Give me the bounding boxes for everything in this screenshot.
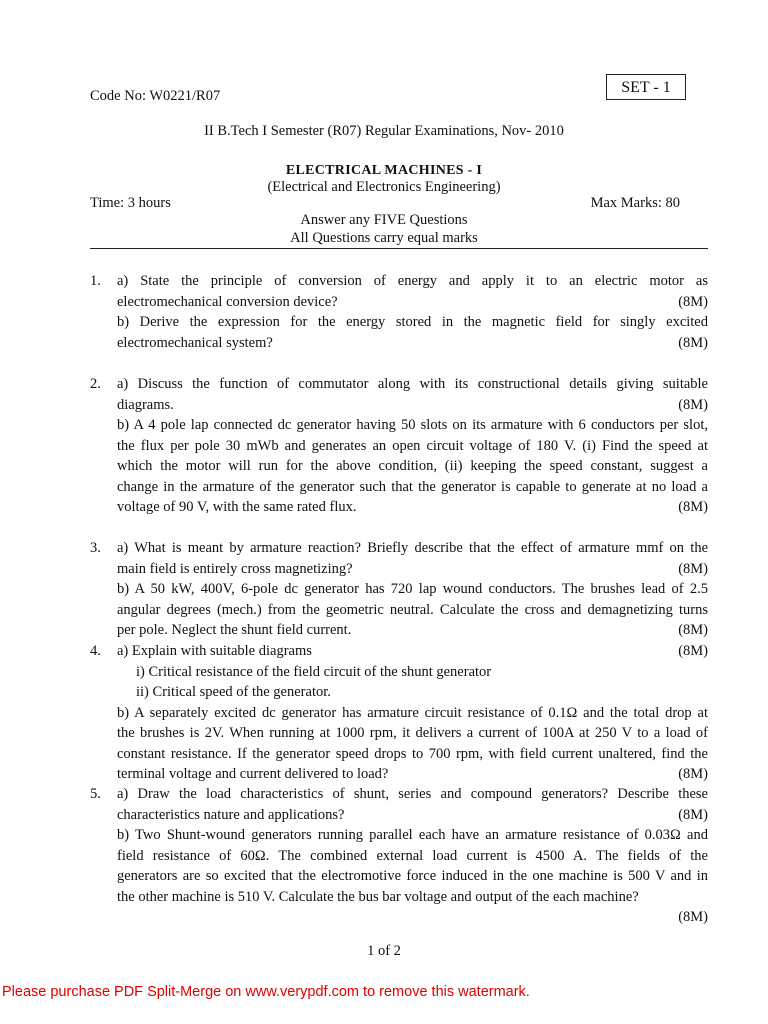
question-line: a) Explain with suitable diagrams xyxy=(117,643,312,659)
question-line: field resistance of 60Ω. The combined external load current is 4500 A. The fields of the xyxy=(117,847,708,864)
marks-label: (8M) xyxy=(678,293,708,310)
max-marks: Max Marks: 80 xyxy=(590,195,680,211)
question-line: terminal voltage and current delivered to load? xyxy=(117,766,389,782)
branch-name: (Electrical and Electronics Engineering) xyxy=(267,179,501,195)
marks-label: (8M) xyxy=(678,766,708,782)
question-line: main field is entirely cross magnetizing? xyxy=(117,560,353,577)
marks-label: (8M) xyxy=(678,334,708,351)
question-5 xyxy=(90,784,708,928)
question-line: the brushes is 2V. When running at 1000 rpm, it delivers a current of 100A at 250 V to a load of xyxy=(117,725,708,741)
question-line: diagrams. xyxy=(117,396,174,413)
marks-label: (8M) xyxy=(678,622,708,638)
question-line: a) What is meant by armature reaction? Briefly describe that the effect of armature mmf on the xyxy=(117,540,708,556)
header-divider xyxy=(90,248,708,249)
subject-title: ELECTRICAL MACHINES - I xyxy=(285,163,483,178)
question-number: 4. xyxy=(90,643,101,659)
question-line: b) Derive the expression for the energy stored in the magnetic field for singly excited xyxy=(117,314,708,330)
question-line: voltage of 90 V, with the same rated flux. xyxy=(117,499,357,515)
question-line: generators are so excited that the electromotive force induced in the one machine is 500 V and in xyxy=(117,868,708,884)
question-line: the other machine is 510 V. Calculate the bus bar voltage and output of the each machine? xyxy=(117,888,639,905)
marks-label: (8M) xyxy=(678,643,708,659)
exam-title: II B.Tech I Semester (R07) Regular Examinations, Nov- 2010 xyxy=(204,123,564,139)
marks-label: (8M) xyxy=(678,396,708,413)
question-number: 2. xyxy=(90,376,101,392)
question-line: electromechanical system? xyxy=(117,334,273,351)
marks-label: (8M) xyxy=(678,806,708,823)
question-subpart: i) Critical resistance of the field circuit of the shunt generator xyxy=(136,663,492,680)
question-4 xyxy=(90,641,708,785)
question-number: 3. xyxy=(90,540,101,556)
instruction-equal-marks: All Questions carry equal marks xyxy=(290,230,478,246)
question-line: angular degrees (mech.) from the geometric neutral. Calculate the cross and demagnetizing turns xyxy=(117,601,708,618)
question-subpart: ii) Critical speed of the generator. xyxy=(136,684,331,700)
question-line: change in the armature of the generator such that the generator is capable to generate at no load a xyxy=(117,478,708,495)
question-line: which the motor will run for the above condition, (ii) keeping the speed constant, suggest a xyxy=(117,458,708,474)
marks-label: (8M) xyxy=(678,909,708,925)
question-line: a) State the principle of conversion of energy and apply it to an electric motor as xyxy=(117,273,708,289)
page-number: 1 of 2 xyxy=(367,943,401,959)
question-line: a) Discuss the function of commutator along with its constructional details giving suitable xyxy=(117,376,708,392)
question-1 xyxy=(90,271,708,353)
code-number: Code No: W0221/R07 xyxy=(90,88,221,104)
question-line: b) A 50 kW, 400V, 6-pole dc generator has 720 lap wound conductors. The brushes lead of 2.5 xyxy=(117,581,708,597)
time-allowed: Time: 3 hours xyxy=(90,195,171,211)
question-line: per pole. Neglect the shunt field current. xyxy=(117,622,352,638)
question-line: b) A separately excited dc generator has armature circuit resistance of 0.1Ω and the total drop at xyxy=(117,704,708,721)
question-line: characteristics nature and applications? xyxy=(117,806,345,823)
question-line: b) Two Shunt-wound generators running parallel each have an armature resistance of 0.03Ω and xyxy=(117,827,708,843)
question-line: b) A 4 pole lap connected dc generator having 50 slots on its armature with 6 conductors per slot, xyxy=(117,417,708,433)
question-3 xyxy=(90,538,708,641)
question-number: 1. xyxy=(90,273,101,289)
set-label: SET - 1 xyxy=(606,74,686,100)
marks-label: (8M) xyxy=(678,499,708,515)
question-line: constant resistance. If the generator speed drops to 700 rpm, with field current unaltered, find the xyxy=(117,745,708,762)
question-line: a) Draw the load characteristics of shunt, series and compound generators? Describe these xyxy=(117,786,708,802)
question-2 xyxy=(90,374,708,518)
question-line: electromechanical conversion device? xyxy=(117,293,338,310)
marks-label: (8M) xyxy=(678,560,708,577)
question-line: the flux per pole 30 mWb and generates an open circuit voltage of 180 V. (i) Find the speed at xyxy=(117,437,708,454)
watermark-text: Please purchase PDF Split-Merge on www.verypdf.com to remove this watermark. xyxy=(2,984,530,1000)
instruction-answer-five: Answer any FIVE Questions xyxy=(300,212,468,228)
question-number: 5. xyxy=(90,786,101,802)
